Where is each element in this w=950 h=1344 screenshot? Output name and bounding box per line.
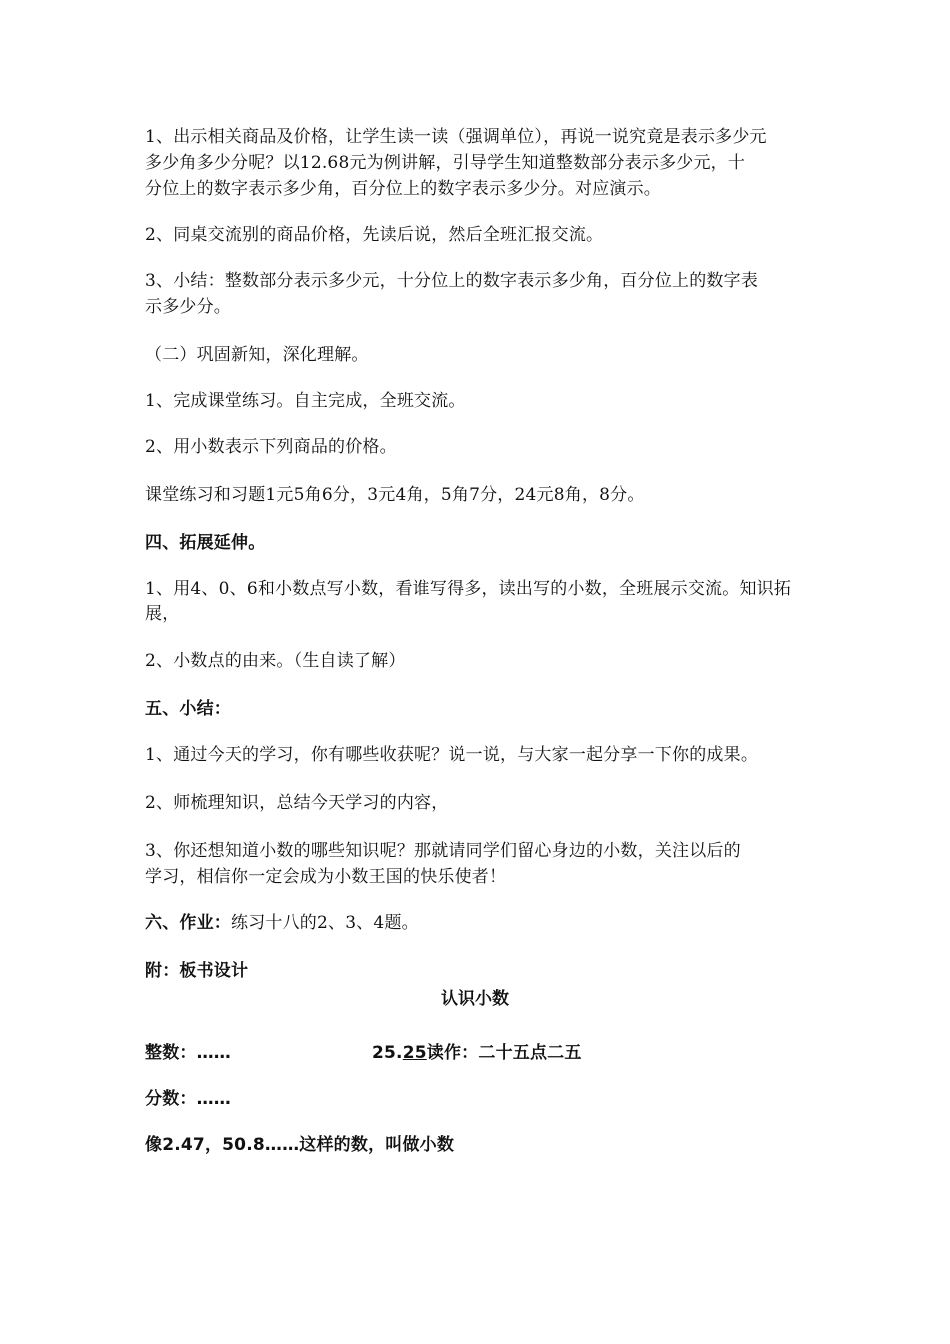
section-heading-6 [145,910,815,936]
paragraph-5: 2、用小数表示下列商品的价格。 [145,437,397,457]
paragraph-10: 2、师梳理知识，总结今天学习的内容， [145,793,449,813]
board-example-number [372,1040,672,1066]
appendix-heading: 附：板书设计 [145,961,249,981]
paragraph-9: 1、通过今天的学习，你有哪些收获呢？说一说，与大家一起分享一下你的成果。 [145,745,759,765]
section-heading-4: 四、拓展延伸。 [145,533,266,553]
paragraph-7-line-1: 1、用4、0、6和小数点写小数，看谁写得多，读出写的小数，全班展示交流。知识拓 [145,579,792,599]
paragraph-1-line-2: 多少角多少分呢？以12.68元为例讲解，引导学生知道整数部分表示多少元，十 [145,153,746,173]
homework-text: 练习十八的2、3、4题。 [231,913,419,933]
example-number-decimal: 25 [402,1043,427,1063]
board-fraction-label: 分数：…… [145,1089,231,1109]
example-reading: 读作：二十五点二五 [426,1043,582,1063]
section-heading-2: （二）巩固新知，深化理解。 [145,345,369,365]
paragraph-11-line-1: 3、你还想知道小数的哪些知识呢？那就请同学们留心身边的小数，关注以后的 [145,841,741,861]
paragraph-3-line-2: 示多少分。 [145,297,231,317]
paragraph-1-line-1: 1、出示相关商品及价格，让学生读一读（强调单位），再说一说究竟是表示多少元 [145,127,767,147]
example-number-integer: 25. [372,1043,403,1063]
section-heading-5: 五、小结： [145,699,231,719]
paragraph-2: 2、同桌交流别的商品价格，先读后说，然后全班汇报交流。 [145,225,604,245]
paragraph-1-line-3: 分位上的数字表示多少角，百分位上的数字表示多少分。对应演示。 [145,179,661,199]
paragraph-4: 1、完成课堂练习。自主完成，全班交流。 [145,391,466,411]
homework-label: 六、作业： [145,913,231,933]
board-definition: 像2.47，50.8……这样的数，叫做小数 [145,1135,455,1155]
paragraph-8: 2、小数点的由来。（生自读了解） [145,651,406,671]
paragraph-11-line-2: 学习，相信你一定会成为小数王国的快乐使者！ [145,867,507,887]
board-integer-label: 整数：…… [145,1043,231,1063]
paragraph-6: 课堂练习和习题1元5角6分，3元4角，5角7分，24元8角，8分。 [145,485,645,505]
paragraph-7-line-2: 展， [145,604,180,624]
paragraph-3-line-1: 3、小结：整数部分表示多少元，十分位上的数字表示多少角，百分位上的数字表 [145,271,759,291]
board-title: 认识小数 [441,989,509,1009]
